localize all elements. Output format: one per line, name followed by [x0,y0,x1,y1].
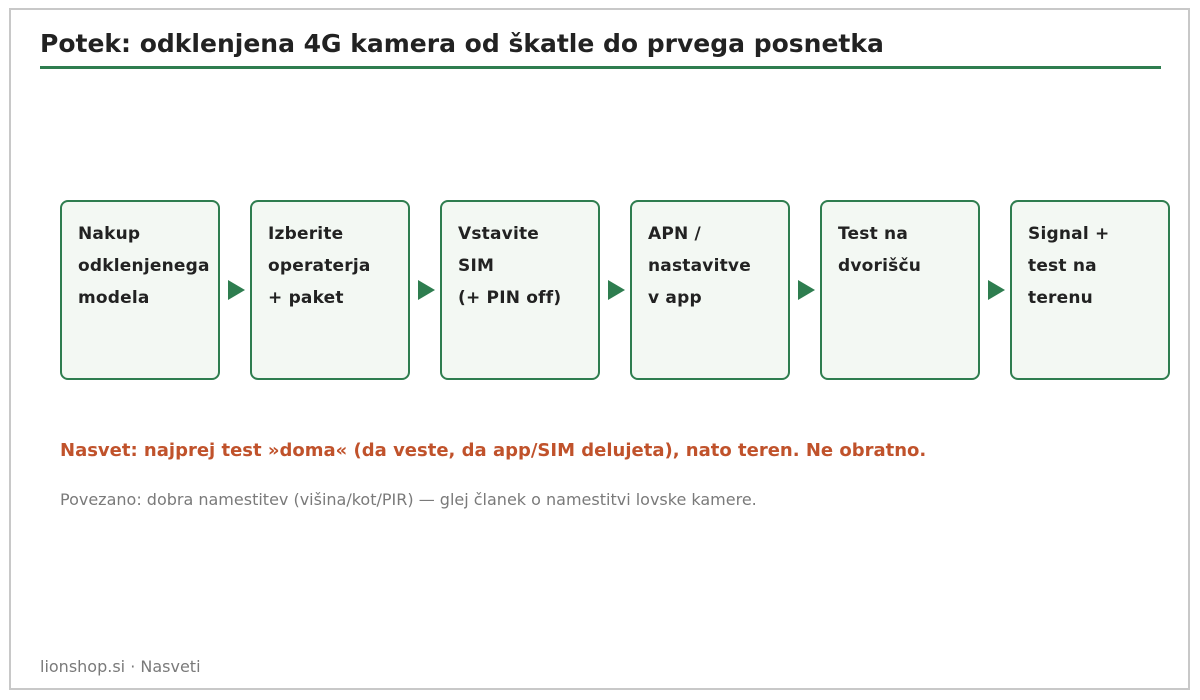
flow-arrow-icon [228,280,245,300]
step-box-2 [250,200,410,380]
step-label-line: terenu [1028,288,1093,308]
step-box-5 [820,200,980,380]
step-box-1 [60,200,220,380]
step-box-6 [1010,200,1170,380]
step-label-line: modela [78,288,150,308]
step-label-line: Izberite [268,224,344,244]
step-label-line: (+ PIN off) [458,288,562,308]
step-label-line: nastavitve [648,256,751,276]
step-label-line: Nakup [78,224,141,244]
flow-arrow-icon [798,280,815,300]
page-title: Potek: odklenjena 4G kamera od škatle do prvega posnetka [40,29,884,58]
flow-arrow-icon [418,280,435,300]
step-label-line: test na [1028,256,1097,276]
step-label-line: dvorišču [838,256,922,276]
flow-arrow-icon [608,280,625,300]
step-box-4 [630,200,790,380]
step-label-line: Vstavite [458,224,540,244]
step-label-line: v app [648,288,702,308]
step-label-line: operaterja [268,256,371,276]
step-label-line: Test na [838,224,909,244]
related-note: Povezano: dobra namestitev (višina/kot/PIR) — glej članek o namestitvi lovske kamere. [60,490,757,509]
footer-credit: lionshop.si · Nasveti [40,657,201,676]
flow-arrow-icon [988,280,1005,300]
step-label-line: SIM [458,256,495,276]
step-label-line: odklenjenega [78,256,210,276]
step-label-line: Signal + [1028,224,1110,244]
step-label-line: + paket [268,288,344,308]
step-label-line: APN / [648,224,701,244]
tip-text: Nasvet: najprej test »doma« (da veste, da app/SIM delujeta), nato teren. Ne obratno. [60,440,927,461]
step-box-3 [440,200,600,380]
